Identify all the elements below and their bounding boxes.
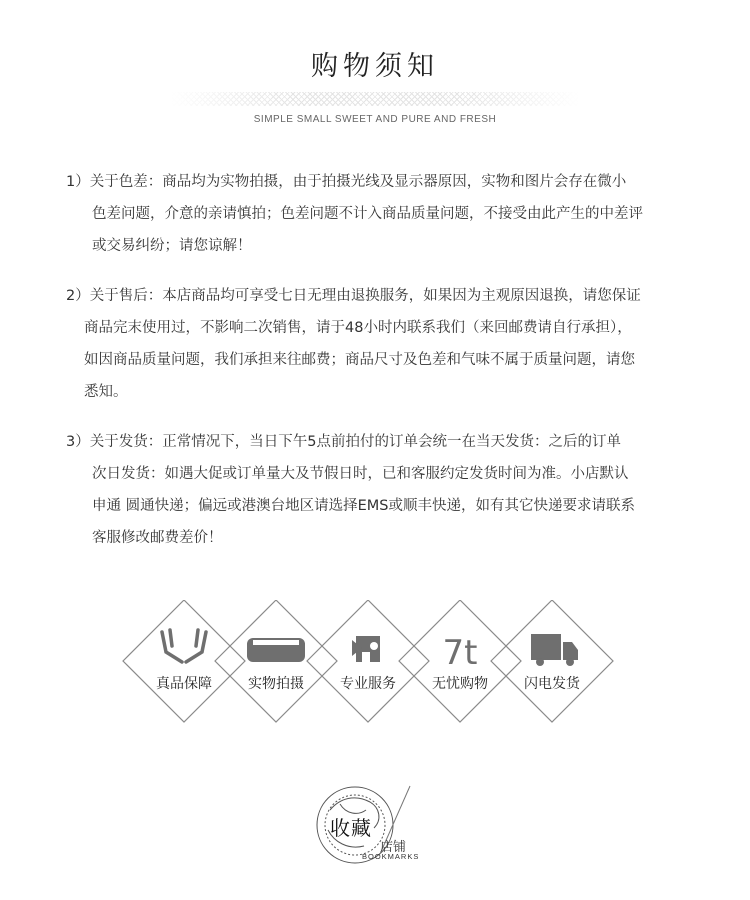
notice-line: 商品完末使用过，不影响二次销售，请于48小时内联系我们（来回邮费请自行承担）， bbox=[84, 320, 632, 336]
notice-color-difference bbox=[66, 166, 643, 262]
truck-icon bbox=[531, 634, 578, 666]
seven-day-icon: 7t bbox=[442, 633, 478, 673]
notice-line: 色差问题，介意的亲请慎拍；色差问题不计入商品质量问题，不接受由此产生的中差评 bbox=[92, 206, 643, 222]
decorative-pattern bbox=[170, 92, 580, 106]
notice-line: 2）关于售后：本店商品均可享受七日无理由退换服务，如果因为主观原因退换，请您保证 bbox=[66, 288, 641, 304]
notice-line: 如因商品质量问题，我们承担来往邮费；商品尺寸及色差和气味不属于质量问题，请您 bbox=[84, 352, 635, 368]
logo-text-sub: 店铺 bbox=[380, 840, 407, 855]
notice-line: 1）关于色差：商品均为实物拍摄，由于拍摄光线及显示器原因，实物和图片会存在微小 bbox=[66, 174, 627, 190]
hands-icon bbox=[162, 630, 206, 662]
badge-label: 无忧购物 bbox=[432, 676, 488, 692]
badge-frame bbox=[123, 600, 245, 722]
badge-label: 专业服务 bbox=[340, 676, 396, 692]
notice-line: 或交易纠纷；请您谅解！ bbox=[92, 238, 252, 254]
notice-line: 3）关于发货：正常情况下，当日下午5点前拍付的订单会统一在当天发货：之后的订单 bbox=[66, 434, 621, 450]
notice-line: 客服修改邮费差价！ bbox=[92, 530, 223, 546]
badge-diamonds bbox=[0, 600, 750, 726]
badge-frame bbox=[491, 600, 613, 722]
page-subtitle: SIMPLE SMALL SWEET AND PURE AND FRESH bbox=[253, 114, 497, 125]
notice-line: 悉知。 bbox=[84, 384, 128, 400]
badge-label: 真品保障 bbox=[156, 676, 212, 692]
logo-text-en: BOOKMARKS bbox=[362, 852, 420, 861]
box-icon bbox=[247, 638, 305, 662]
notice-shipping bbox=[66, 426, 635, 554]
service-icon bbox=[352, 636, 380, 662]
service-badges bbox=[0, 600, 750, 726]
badge-label: 闪电发货 bbox=[524, 676, 580, 692]
notice-after-sales bbox=[66, 280, 641, 408]
notice-line: 次日发货：如遇大促或订单量大及节假日时，已和客服约定发货时间为准。小店默认 bbox=[92, 466, 629, 482]
page-title: 购物须知 bbox=[311, 51, 439, 82]
notice-line: 申通 圆通快递；偏远或港澳台地区请选择EMS或顺丰快递，如有其它快递要求请联系 bbox=[92, 498, 635, 514]
logo-text-main: 收藏 bbox=[330, 816, 372, 840]
badge-label: 实物拍摄 bbox=[248, 676, 304, 692]
